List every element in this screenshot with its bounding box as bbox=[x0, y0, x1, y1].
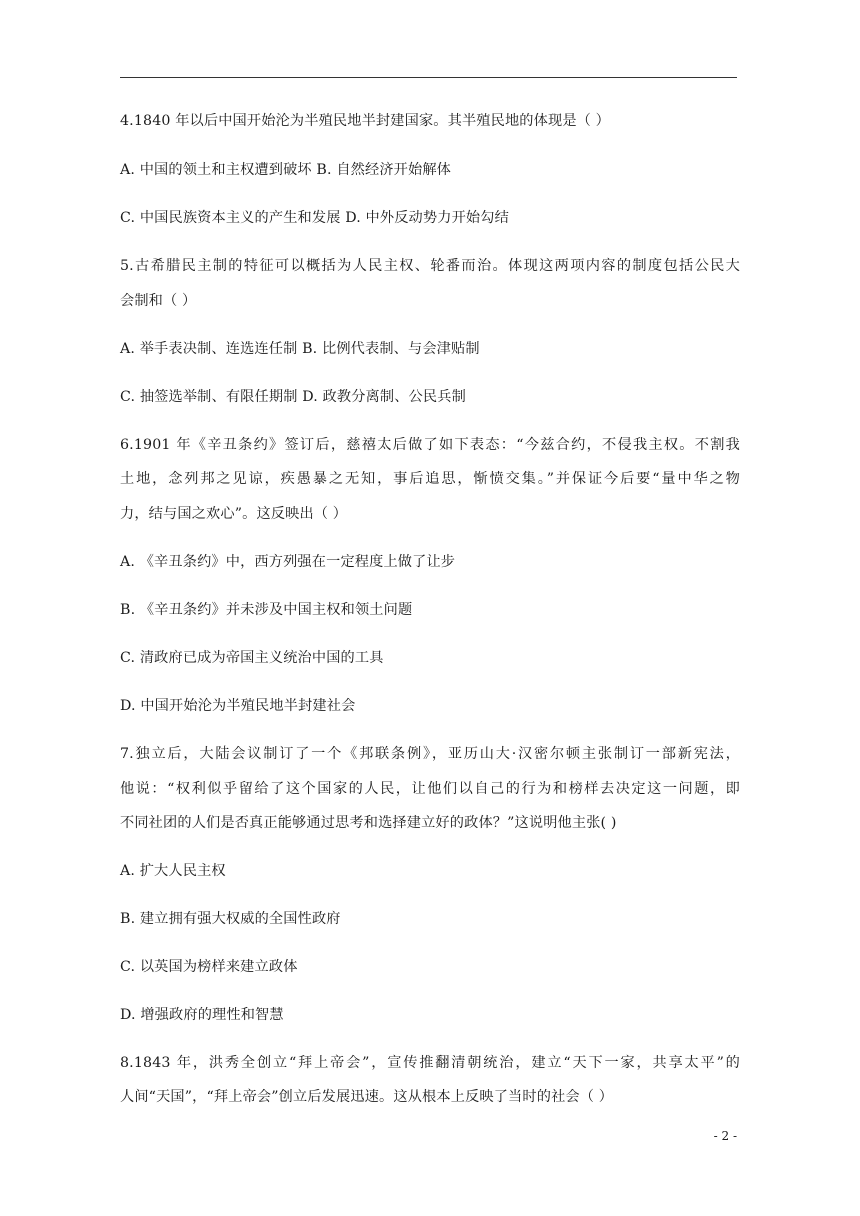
question-6-option-d: D. 中国开始沦为半殖民地半封建社会 bbox=[120, 698, 356, 714]
question-5-stem-line-1: 5.古希腊民主制的特征可以概括为人民主权、轮番而治。体现这两项内容的制度包括公民大 bbox=[120, 258, 740, 274]
question-5-option-ab: A. 举手表决制、连选连任制 B. 比例代表制、与会津贴制 bbox=[120, 341, 480, 357]
question-8-stem-line-2: 人间“天国”，“拜上帝会”创立后发展迅速。这从根本上反映了当时的社会（ ） bbox=[120, 1089, 614, 1105]
question-7-option-c: C. 以英国为榜样来建立政体 bbox=[120, 959, 298, 975]
question-5-option-cd: C. 抽签选举制、有限任期制 D. 政教分离制、公民兵制 bbox=[120, 389, 466, 405]
question-7-option-b: B. 建立拥有强大权威的全国性政府 bbox=[120, 911, 341, 927]
header-rule bbox=[120, 77, 737, 78]
question-7-stem-line-1: 7.独立后，大陆会议制订了一个《邦联条例》，亚历山大·汉密尔顿主张制订一部新宪法， bbox=[120, 746, 740, 762]
question-4-option-ab: A. 中国的领土和主权遭到破坏 B. 自然经济开始解体 bbox=[120, 162, 452, 178]
question-7-stem-line-3: 不同社团的人们是否真正能够通过思考和选择建立好的政体？”这说明他主张( ) bbox=[120, 815, 617, 831]
question-7-option-a: A. 扩大人民主权 bbox=[120, 863, 226, 879]
question-6-option-a: A. 《辛丑条约》中，西方列强在一定程度上做了让步 bbox=[120, 554, 456, 570]
question-6-option-c: C. 清政府已成为帝国主义统治中国的工具 bbox=[120, 650, 384, 666]
question-7-option-d: D. 增强政府的理性和智慧 bbox=[120, 1007, 284, 1023]
question-6-stem-line-2: 土地，念列邦之见谅，疾愚暴之无知，事后追思，惭愤交集。”并保证今后要“量中华之物 bbox=[120, 471, 740, 487]
question-7-stem-line-2: 他说：“权利似乎留给了这个国家的人民，让他们以自己的行为和榜样去决定这一问题，即 bbox=[120, 781, 740, 797]
question-6-stem-line-1: 6.1901 年《辛丑条约》签订后，慈禧太后做了如下表态：“今兹合约，不侵我主权。不割我 bbox=[120, 437, 740, 453]
question-6-stem-line-3: 力，结与国之欢心”。这反映出（ ） bbox=[120, 506, 348, 522]
question-5-stem-line-2: 会制和（ ） bbox=[120, 293, 197, 309]
question-4-option-cd: C. 中国民族资本主义的产生和发展 D. 中外反动势力开始勾结 bbox=[120, 210, 509, 226]
question-6-option-b: B. 《辛丑条约》并未涉及中国主权和领土问题 bbox=[120, 602, 413, 618]
question-4-stem-line-1: 4.1840 年以后中国开始沦为半殖民地半封建国家。其半殖民地的体现是（ ） bbox=[120, 113, 610, 129]
question-8-stem-line-1: 8.1843 年，洪秀全创立“拜上帝会”，宣传推翻清朝统治，建立“天下一家，共享太平”的 bbox=[120, 1055, 740, 1071]
page-number: - 2 - bbox=[713, 1129, 737, 1143]
